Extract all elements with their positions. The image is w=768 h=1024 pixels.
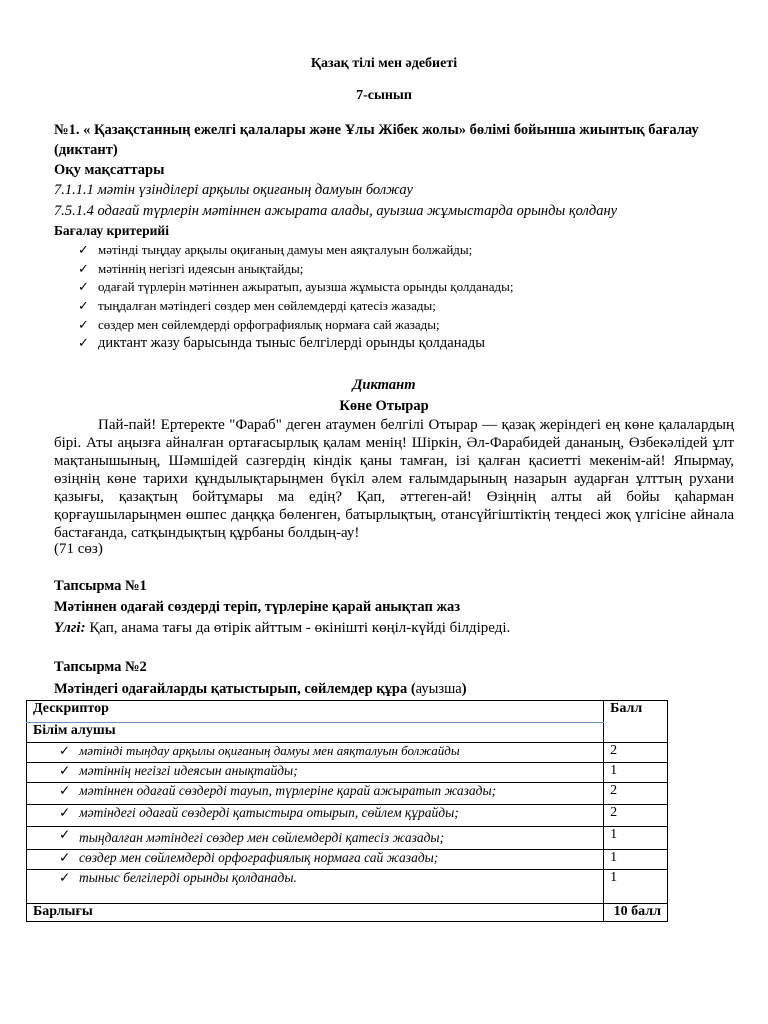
check-icon: ✓ — [78, 261, 89, 276]
criteria-text: мәтіннің негізгі идеясын анықтайды; — [98, 261, 304, 276]
score-cell: 1 — [604, 850, 668, 870]
group-row — [27, 723, 668, 743]
criteria-text: диктант жазу барысында тыныс белгілерді орынды қолданады — [98, 335, 486, 351]
descriptor-cell — [27, 763, 604, 783]
criteria-text: сөздер мен сөйлемдерді орфографиялық нормаға сай жазады; — [98, 317, 440, 332]
goal-1: 7.1.1.1 мәтін үзінділері арқылы оқиғаның дамуын болжау — [54, 182, 413, 198]
score-cell: 1 — [604, 827, 668, 850]
descriptor-text: тыныс белгілерді орынды қолданады. — [79, 870, 297, 885]
descriptor-cell — [27, 783, 604, 805]
assessment-table — [26, 700, 668, 922]
descriptor-cell — [27, 850, 604, 870]
dictation-title: Көне Отырар — [339, 398, 429, 414]
check-icon: ✓ — [78, 242, 89, 257]
subject-title: Қазақ тілі мен әдебиеті — [310, 56, 458, 71]
descriptor-cell — [27, 805, 604, 827]
table-row — [27, 805, 668, 827]
section-title: №1. « Қазақстанның ежелгі қалалары және Ұлы Жібек жолы» бөлімі бойынша жиынтық бағалау — [54, 122, 699, 138]
descriptor-text: мәтінді тыңдау арқылы оқиғаның дамуы мен аяқталуын болжайды — [79, 743, 460, 758]
check-icon: ✓ — [59, 870, 71, 885]
table-row — [27, 850, 668, 870]
table-row — [27, 827, 668, 850]
example-label: Үлгі: — [54, 620, 86, 636]
group-label: Білім алушы — [27, 723, 604, 743]
word-count: (71 сөз) — [54, 541, 103, 557]
table-header-row — [27, 701, 668, 723]
task2-title: Тапсырма №2 — [54, 659, 147, 675]
check-icon: ✓ — [59, 763, 71, 778]
check-icon: ✓ — [78, 317, 89, 332]
task1-instruction: Мәтіннен одағай сөздерді теріп, түрлеріне қарай анықтап жаз — [54, 599, 461, 615]
descriptor-text: мәтіннен одағай сөздерді тауып, түрлеріне қарай ажыратып жазады; — [79, 783, 497, 798]
total-row — [27, 904, 668, 922]
score-cell: 2 — [604, 743, 668, 763]
descriptor-text: сөздер мен сөйлемдерді орфографиялық нормаға сай жазады; — [79, 850, 439, 865]
score-cell: 2 — [604, 783, 668, 805]
descriptor-text: мәтіннің негізгі идеясын анықтайды; — [79, 763, 298, 778]
criteria-heading: Бағалау критерийі — [54, 223, 169, 238]
score-header: Балл — [604, 701, 668, 743]
descriptor-cell — [27, 827, 604, 850]
table-row — [27, 783, 668, 805]
total-score: 10 балл — [604, 904, 668, 922]
task2-instruction-text: Мәтіндегі одағайларды қатыстырып, сөйлемдер құра — [54, 681, 408, 697]
check-icon: ✓ — [59, 743, 70, 758]
descriptor-text: мәтіндегі одағай сөздерді қатыстыра отырып, сөйлем құрайды; — [79, 805, 459, 820]
total-label: Барлығы — [27, 904, 604, 922]
paren-close: ) — [461, 681, 467, 697]
task1-example — [54, 620, 510, 637]
dictation-label: Диктант — [352, 377, 416, 393]
criteria-text: тыңдалған мәтіндегі сөздер мен сөйлемдерді қатесіз жазады; — [98, 298, 436, 313]
goals-heading: Оқу мақсаттары — [54, 162, 165, 178]
score-cell: 1 — [604, 870, 668, 904]
paren-open: ( — [407, 681, 416, 697]
score-cell: 2 — [604, 805, 668, 827]
descriptor-text: тыңдалған мәтіндегі сөздер мен сөйлемдерді қатесіз жазады; — [79, 830, 445, 845]
example-text: Қап, анама тағы да өтірік айттым - өкінішті көңіл-күйді білдіреді. — [85, 620, 511, 636]
check-icon: ✓ — [59, 850, 71, 865]
check-icon: ✓ — [59, 805, 71, 820]
score-cell: 1 — [604, 763, 668, 783]
descriptor-header: Дескриптор — [27, 701, 604, 723]
check-icon: ✓ — [78, 335, 89, 350]
table-row — [27, 870, 668, 904]
criteria-text: одағай түрлерін мәтіннен ажыратып, ауызша жұмыста орынды қолданады; — [98, 279, 514, 294]
descriptor-cell — [27, 870, 604, 904]
criteria-text: мәтінді тыңдау арқылы оқиғаның дамуы мен аяқталуын болжайды; — [98, 242, 473, 257]
descriptor-cell — [27, 743, 604, 763]
table-row — [27, 763, 668, 783]
grade-title: 7-сынып — [356, 88, 412, 103]
section-title-cont: (диктант) — [54, 142, 118, 158]
task2-instruction — [54, 681, 467, 698]
goal-2: 7.5.1.4 одағай түрлерін мәтіннен ажырата алады, ауызша жұмыстарда орынды қолдану — [54, 203, 618, 219]
check-icon: ✓ — [78, 279, 89, 294]
paren-word: ауызша — [415, 681, 462, 697]
check-icon: ✓ — [78, 298, 89, 313]
check-icon: ✓ — [59, 827, 71, 842]
table-row — [27, 743, 668, 763]
task1-title: Тапсырма №1 — [54, 578, 147, 594]
dictation-text: Пай-пай! Ертеректе "Фараб" деген атаумен белгілі Отырар — қазақ жеріндегі ең көне қалалардың бірі. Аты аңызға айналған ортағасырлық қалам менің! Шіркін, Әл-Фарабидей дананың, Өзбекәлідей ұлт мақтанышының, Шәмшідей сазгердің кіндік қаны тамған, ізі қалған қасиетті мекенім-ай! Япырмау, өзіңнің көне тарихи құндылықтарыңмен бүкіл әлем ғалымдарының назарын аударған ұлттың рухани қазығы, қазақтың бойтұмары ма едің? Қап, әттеген-ай! Өзіңнің алты ай бойы қаһарман қорғаушыларыңмен өшпес даңққа бөленген, батырлықтың, отансүйгіштіктің теңдесі жоқ үлгісіне айнала бастағанда, сатқындықтың құрбаны болдың-ау! — [54, 417, 734, 541]
check-icon: ✓ — [59, 783, 71, 798]
